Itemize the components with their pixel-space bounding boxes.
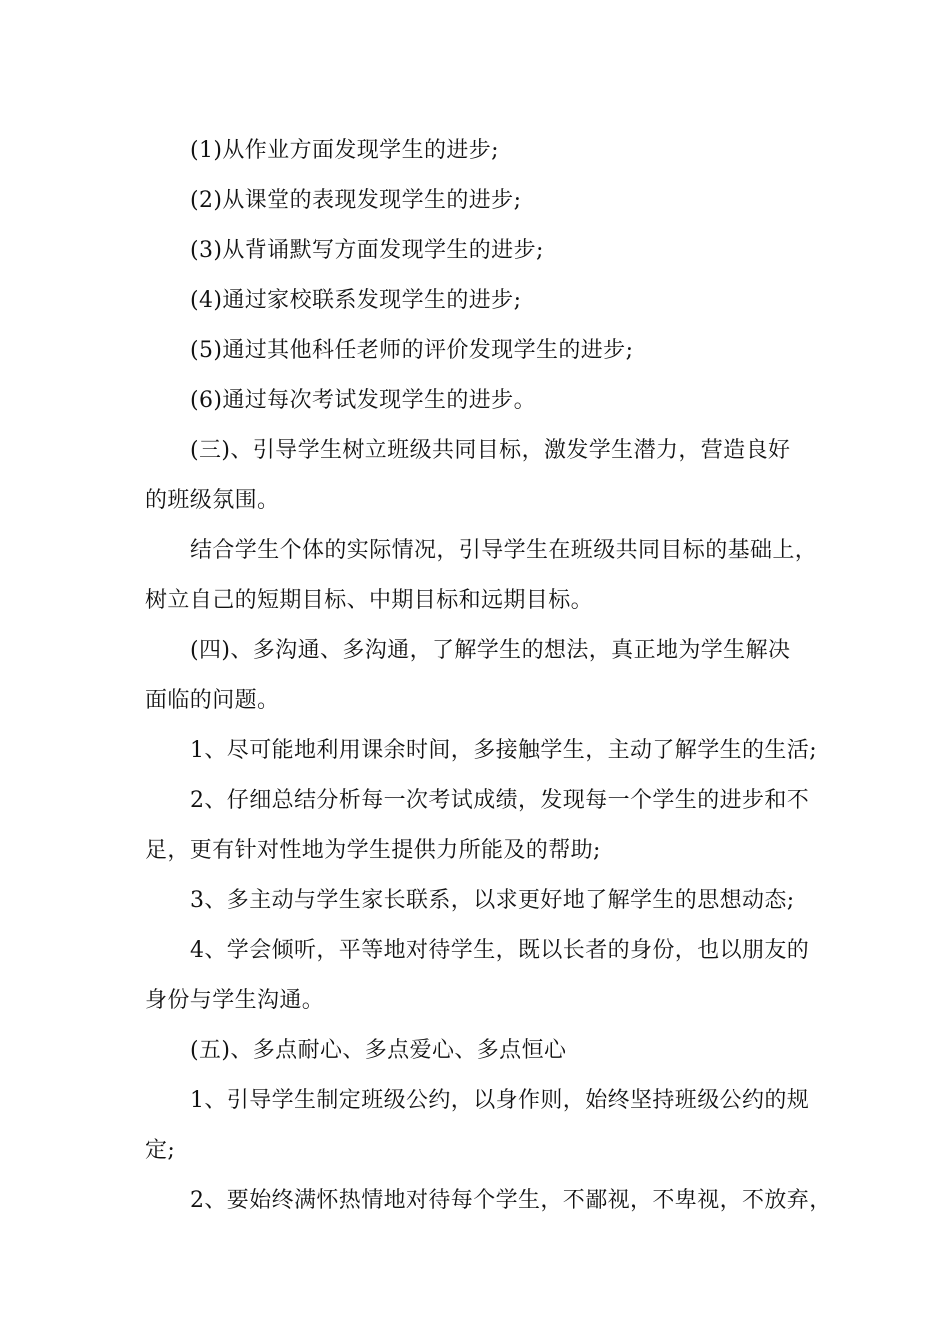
numbered-item-4-cont: 身份与学生沟通。	[145, 988, 325, 1013]
list-item-3: (3)从背诵默写方面发现学生的进步;	[190, 238, 544, 263]
list-item-6: (6)通过每次考试发现学生的进步。	[190, 388, 536, 413]
section-heading-3: (三)、引导学生树立班级共同目标，激发学生潜力，营造良好	[190, 438, 791, 463]
list-item-5: (5)通过其他科任老师的评价发现学生的进步;	[190, 338, 634, 363]
list-item-1: (1)从作业方面发现学生的进步;	[190, 138, 499, 163]
section-heading-5: (五)、多点耐心、多点爱心、多点恒心	[190, 1038, 567, 1063]
numbered-item-1: 1、尽可能地利用课余时间，多接触学生，主动了解学生的生活;	[190, 738, 818, 763]
numbered-item-5-1: 1、引导学生制定班级公约，以身作则，始终坚持班级公约的规	[190, 1088, 810, 1113]
section-heading-3-cont: 的班级氛围。	[145, 488, 280, 513]
numbered-item-5-1-cont: 定;	[145, 1138, 176, 1163]
section-heading-4: (四)、多沟通、多沟通，了解学生的想法，真正地为学生解决	[190, 638, 791, 663]
paragraph-goals: 结合学生个体的实际情况，引导学生在班级共同目标的基础上，	[190, 538, 818, 563]
section-heading-4-cont: 面临的问题。	[145, 688, 280, 713]
numbered-item-5-2: 2、要始终满怀热情地对待每个学生，不鄙视，不卑视，不放弃，	[190, 1188, 832, 1213]
list-item-2: (2)从课堂的表现发现学生的进步;	[190, 188, 522, 213]
numbered-item-2: 2、仔细总结分析每一次考试成绩，发现每一个学生的进步和不	[190, 788, 810, 813]
numbered-item-2-cont: 足，更有针对性地为学生提供力所能及的帮助;	[145, 838, 601, 863]
paragraph-goals-cont: 树立自己的短期目标、中期目标和远期目标。	[145, 588, 594, 613]
numbered-item-3: 3、多主动与学生家长联系，以求更好地了解学生的思想动态;	[190, 888, 795, 913]
numbered-item-4: 4、学会倾听，平等地对待学生，既以长者的身份，也以朋友的	[190, 938, 810, 963]
list-item-4: (4)通过家校联系发现学生的进步;	[190, 288, 522, 313]
